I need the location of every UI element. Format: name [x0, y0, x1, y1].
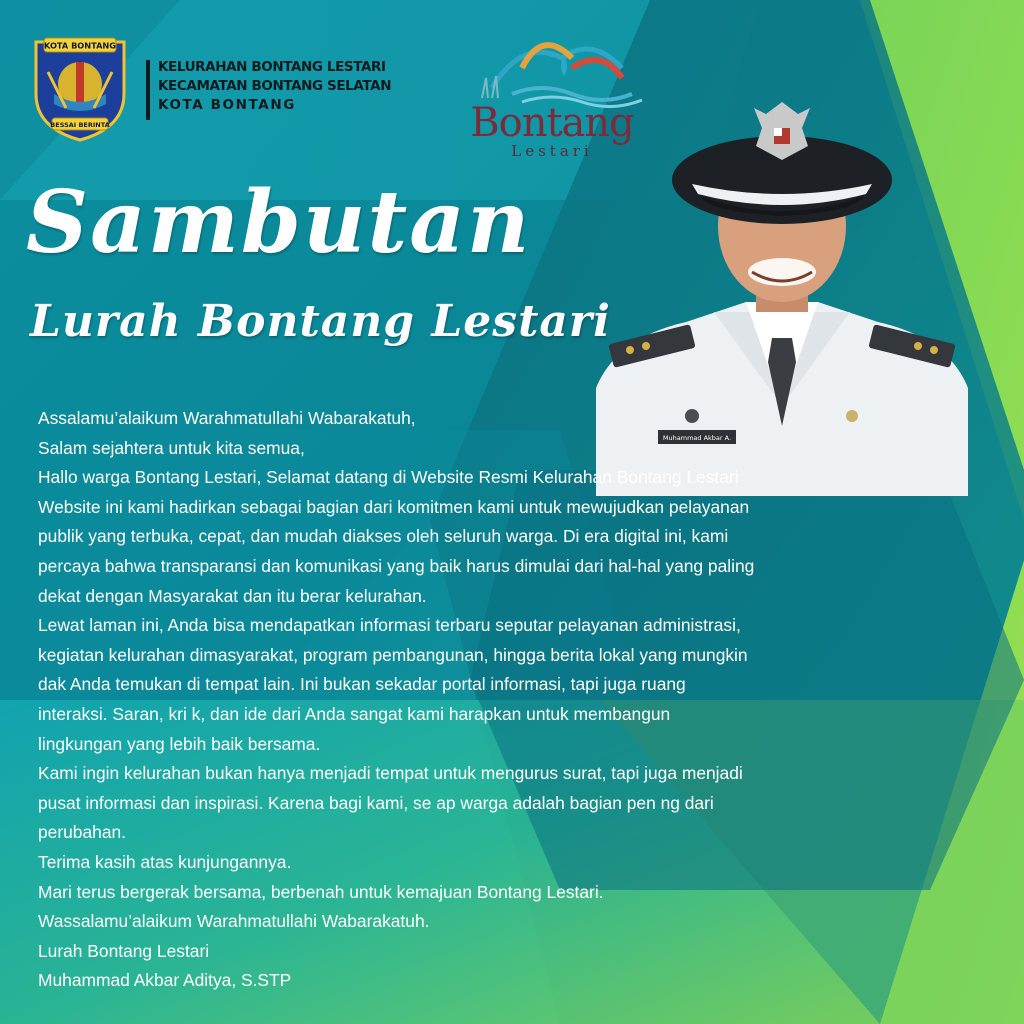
message-line: Wassalamu’alaikum Warahmatullahi Wabarakatuh.	[38, 911, 430, 932]
header-line-1: KELURAHAN BONTANG LESTARI	[158, 59, 386, 75]
message-line: Kami ingin kelurahan bukan hanya menjadi tempat untuk mengurus surat, tapi juga menjadi	[38, 763, 743, 784]
message-line: Website ini kami hadirkan sebagai bagian dari komitmen kami untuk mewujudkan pelayanan	[38, 496, 750, 517]
message-line: kegiatan kelurahan dimasyarakat, program pembangunan, hingga berita lokal yang mungkin	[38, 644, 748, 665]
message-line: Lewat laman ini, Anda bisa mendapatkan informasi terbaru seputar pelayanan administrasi,	[38, 615, 741, 636]
kota-bontang-emblem	[30, 32, 130, 144]
message-line: Terima kasih atas kunjungannya.	[38, 851, 292, 872]
message-line: publik yang terbuka, cepat, dan mudah diakses oleh seluruh warga. Di era digital ini, kami	[38, 526, 729, 547]
message-line: Assalamu’alaikum Warahmatullahi Wabarakatuh,	[38, 408, 416, 428]
brand-word: Bontang	[470, 100, 634, 146]
message-line: Salam sejahtera untuk kita semua,	[38, 437, 305, 458]
emblem-bottom-label: BESSAI BERINTA	[50, 121, 110, 129]
emblem-top-label: KOTA BONTANG	[44, 40, 116, 51]
page-subtitle: Lurah Bontang Lestari	[30, 296, 611, 347]
header-line-2: KECAMATAN BONTANG SELATAN	[158, 78, 392, 94]
header-line-3: KOTA BONTANG	[158, 97, 296, 113]
message-line: percaya bahwa transparansi dan komunikasi yang baik harus dimulai dari hal-hal yang paling	[38, 555, 755, 576]
welcome-message	[38, 404, 1008, 996]
message-line: perubahan.	[38, 822, 126, 843]
message-line: lingkungan yang lebih baik bersama.	[38, 733, 321, 754]
signature-name: Muhammad Akbar Aditya, S.STP	[38, 970, 292, 991]
message-line: interaksi. Saran, kri k, dan ide dari Anda sangat kami harapkan untuk membangun	[38, 703, 671, 724]
message-line: Mari terus bergerak bersama, berbenah untuk kemajuan Bontang Lestari.	[38, 881, 604, 902]
signature-title: Lurah Bontang Lestari	[38, 940, 210, 961]
page-title: Sambutan	[26, 172, 532, 273]
name-tag: Muhammad Akbar A.	[662, 434, 732, 442]
message-line: dak Anda temukan di tempat lain. Ini bukan sekadar portal informasi, tapi juga ruang	[38, 674, 686, 695]
header-divider	[146, 60, 150, 120]
message-line: dekat dengan Masyarakat dan itu berar kelurahan.	[38, 585, 427, 606]
message-line: pusat informasi dan inspirasi. Karena bagi kami, se ap warga adalah bagian pen ng dari	[38, 792, 714, 813]
brand-sub: Lestari	[511, 142, 593, 160]
message-line: Hallo warga Bontang Lestari, Selamat datang di Website Resmi Kelurahan Bontang Lestari	[38, 467, 739, 488]
header-title-block	[158, 58, 391, 115]
